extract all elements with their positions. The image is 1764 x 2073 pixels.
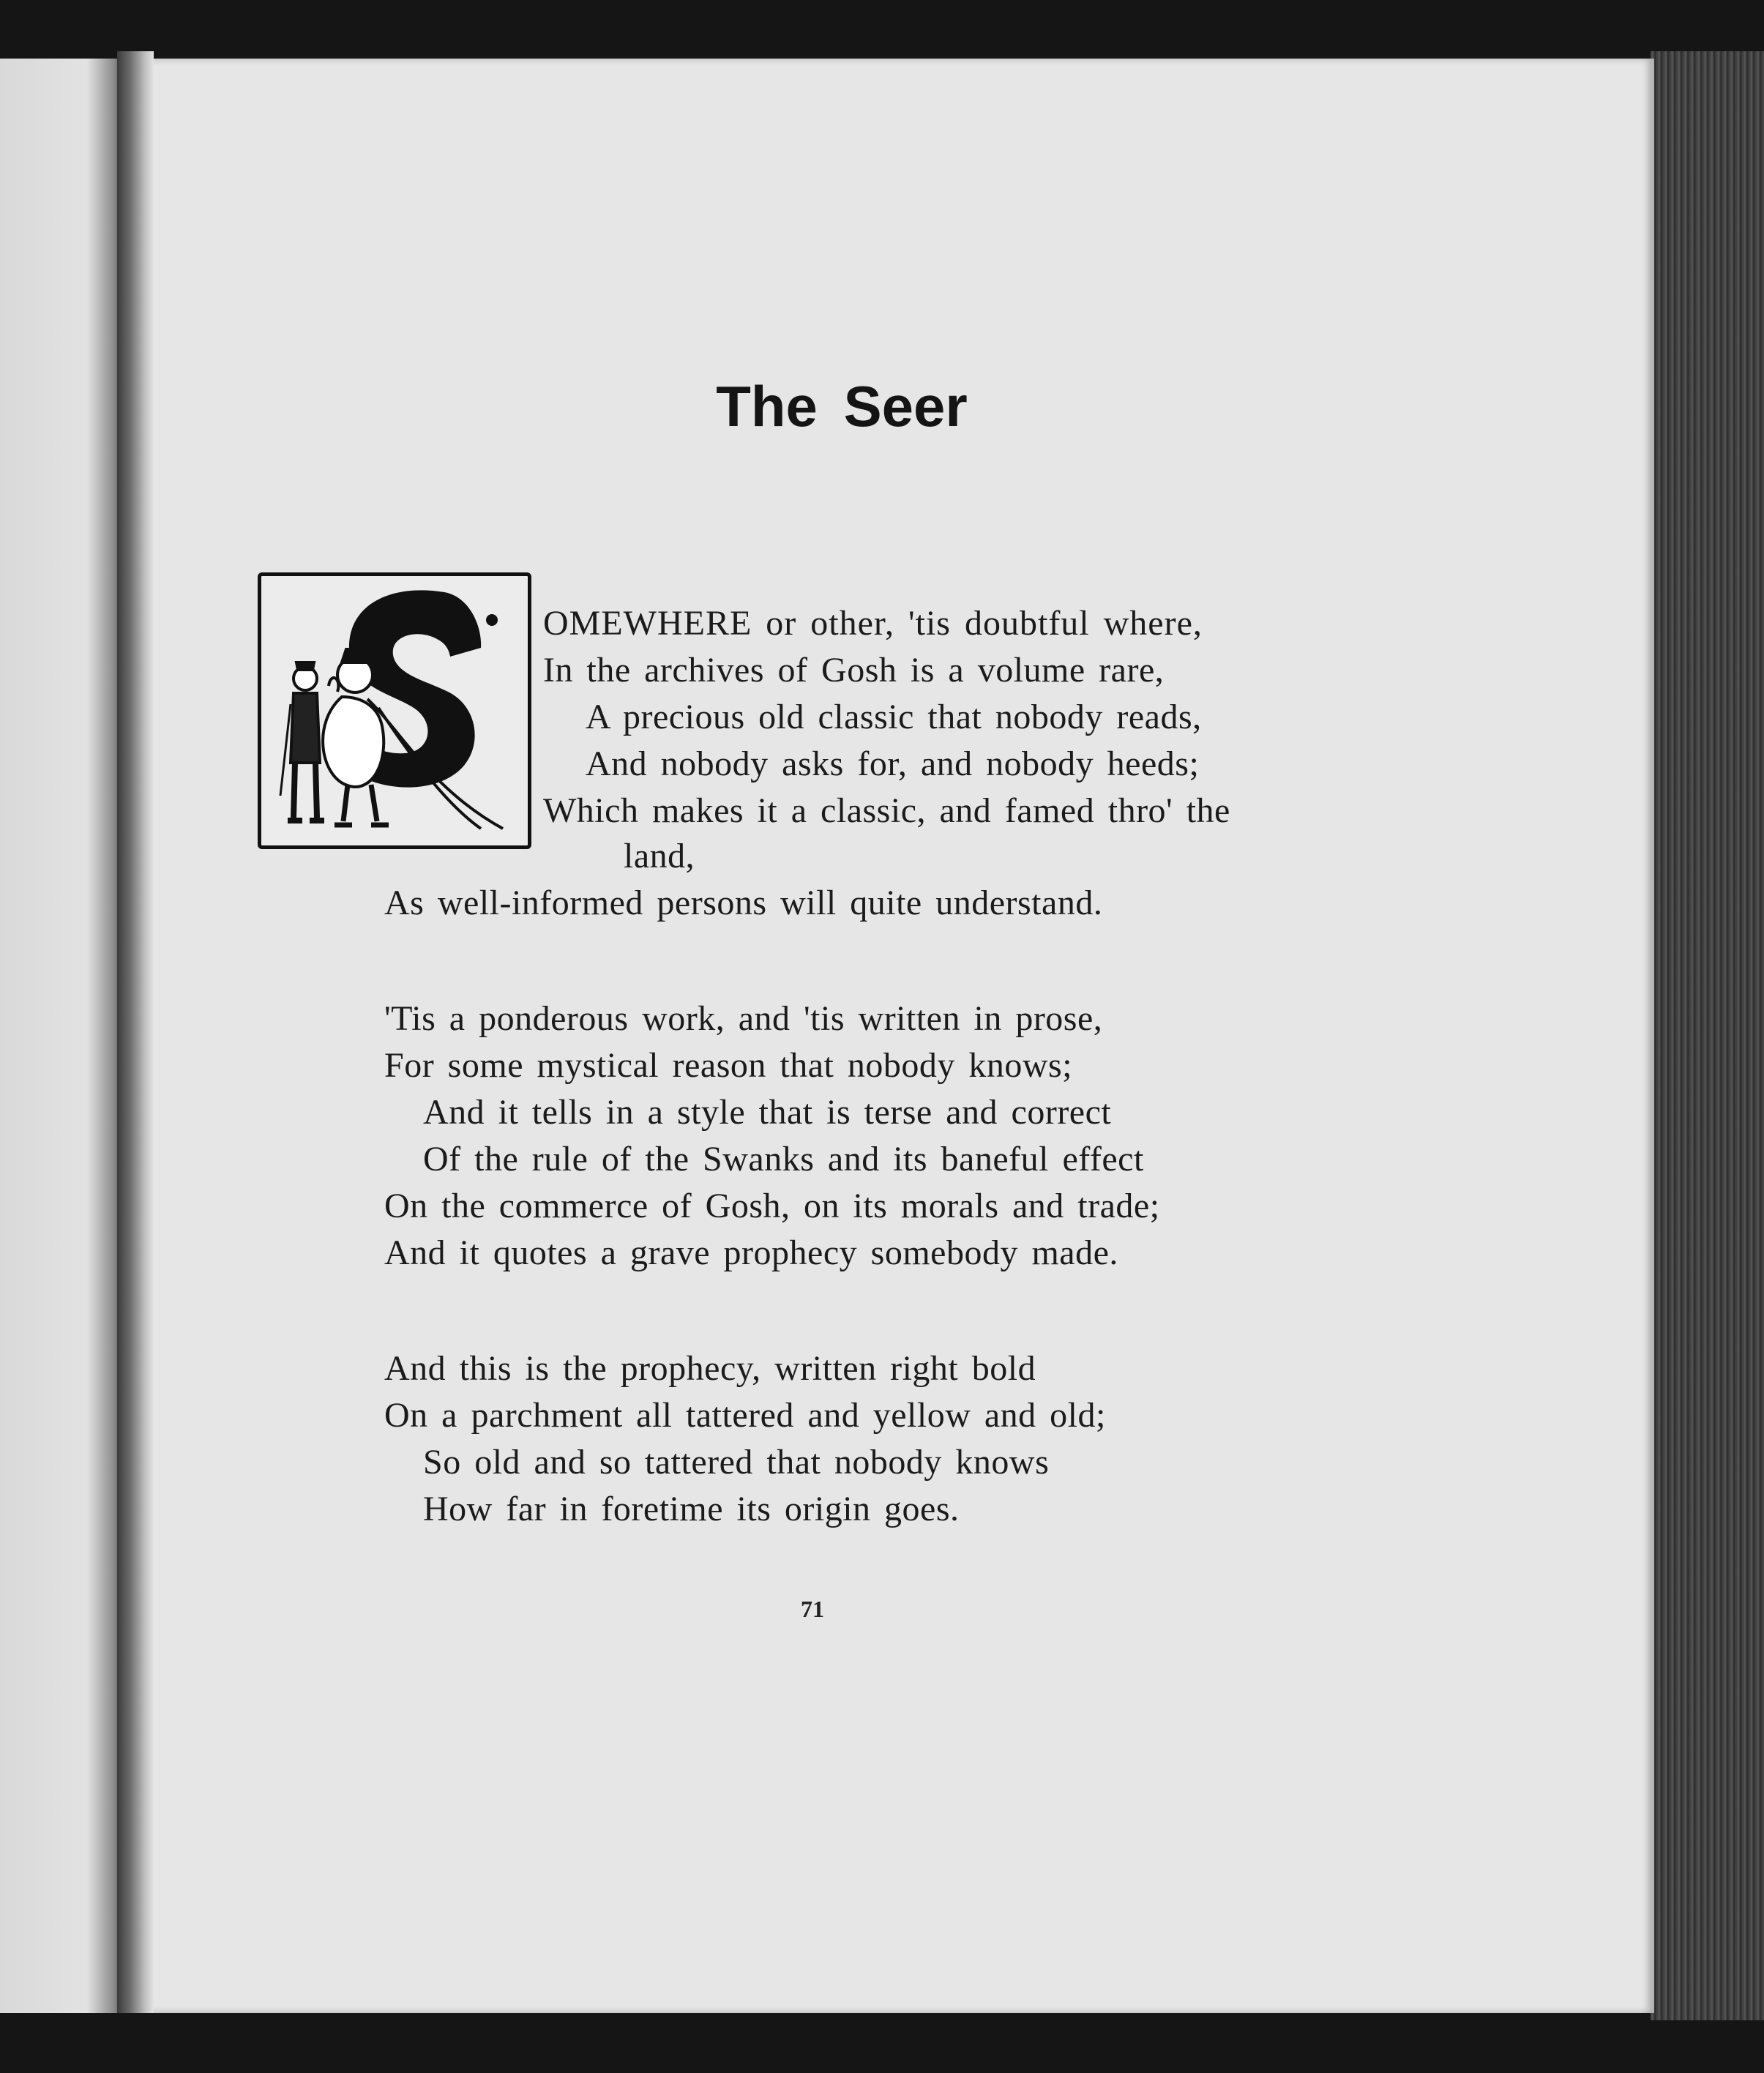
- poem-line: A precious old classic that nobody reads,: [586, 698, 1202, 736]
- poem-line: 'Tis a ponderous work, and 'tis written in prose,: [384, 999, 1103, 1038]
- poem-line: Of the rule of the Swanks and its baneful effect: [423, 1140, 1144, 1179]
- poem-line: As well-informed persons will quite understand.: [384, 884, 1103, 922]
- poem-line: So old and so tattered that nobody knows: [423, 1443, 1050, 1482]
- poem-line: For some mystical reason that nobody knows;: [384, 1046, 1073, 1085]
- poem-line: OMEWHERE or other, 'tis doubtful where,: [543, 604, 1203, 643]
- poem-line: In the archives of Gosh is a volume rare,: [543, 651, 1165, 690]
- drop-cap-illustration-icon: [258, 572, 531, 849]
- page-title: The Seer: [716, 374, 968, 438]
- book-gutter: [117, 51, 154, 2013]
- left-page-edge: [0, 59, 124, 2013]
- portly-figure-icon: [323, 649, 503, 829]
- page-number: 71: [801, 1596, 824, 1622]
- poem-line: And it tells in a style that is terse and correct: [423, 1093, 1112, 1132]
- drop-cap-svg: [261, 576, 528, 845]
- page-edges: [1651, 51, 1764, 2020]
- small-figure-icon: [280, 662, 324, 821]
- poem-line: Which makes it a classic, and famed thro' the: [543, 791, 1230, 830]
- poem-line: land,: [624, 837, 695, 875]
- poem-line: On a parchment all tattered and yellow and old;: [384, 1396, 1106, 1435]
- poem-line: And it quotes a grave prophecy somebody made.: [384, 1233, 1118, 1272]
- poem-line: How far in foretime its origin goes.: [423, 1490, 960, 1528]
- poem-line: And this is the prophecy, written right bold: [384, 1349, 1036, 1388]
- poem-line: And nobody asks for, and nobody heeds;: [586, 744, 1200, 783]
- poem-line: On the commerce of Gosh, on its morals and trade;: [384, 1187, 1160, 1225]
